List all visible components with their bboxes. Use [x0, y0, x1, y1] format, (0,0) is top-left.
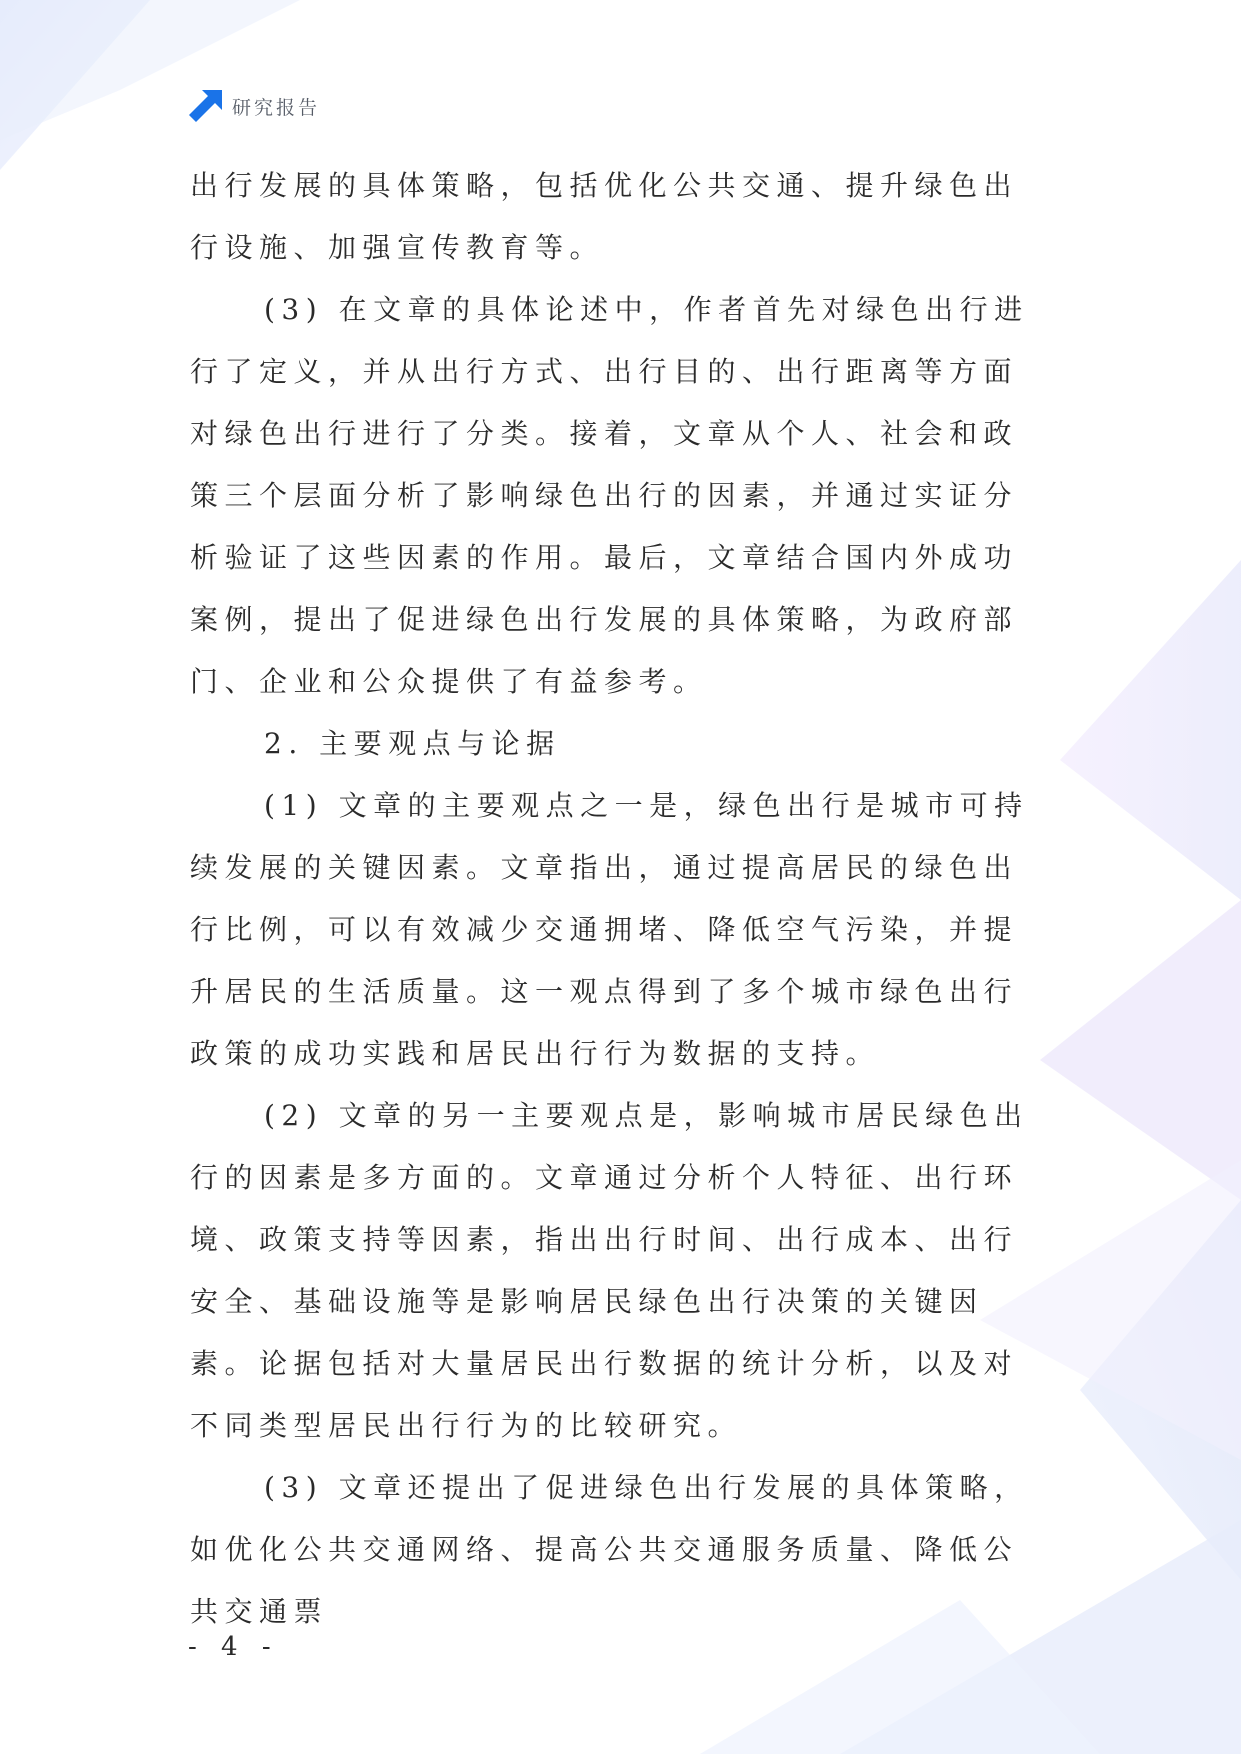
header-title: 研究报告: [232, 96, 321, 119]
page-header: [188, 90, 320, 122]
paragraph-continuation: 出行发展的具体策略，包括优化公共交通、提升绿色出行设施、加强宣传教育等。: [190, 169, 1019, 264]
paragraph-point-3: (3) 文章还提出了促进绿色出行发展的具体策略，如优化公共交通网络、提高公共交通服务质量、降低公共交通票: [190, 1471, 1029, 1628]
paragraph-point-1: (1) 文章的主要观点之一是，绿色出行是城市可持续发展的关键因素。文章指出，通过提高居民的绿色出行比例，可以有效减少交通拥堵、降低空气污染，并提升居民的生活质量。这一观点得到了多个城市绿色出行政策的成功实践和居民出行行为数据的支持。: [190, 789, 1029, 1070]
section-heading: 2. 主要观点与论据: [264, 727, 561, 760]
arrow-up-right-icon: [188, 90, 222, 122]
paragraph-point-2: (2) 文章的另一主要观点是，影响城市居民绿色出行的因素是多方面的。文章通过分析个人特征、出行环境、政策支持等因素，指出出行时间、出行成本、出行安全、基础设施等是影响居民绿色出行决策的关键因素。论据包括对大量居民出行数据的统计分析，以及对不同类型居民出行行为的比较研究。: [190, 1099, 1029, 1442]
page-number: - 4 -: [188, 1632, 279, 1662]
paragraph-point-3-overview: (3) 在文章的具体论述中，作者首先对绿色出行进行了定义，并从出行方式、出行目的、出行距离等方面对绿色出行进行了分类。接着，文章从个人、社会和政策三个层面分析了影响绿色出行的因素，并通过实证分析验证了这些因素的作用。最后，文章结合国内外成功案例，提出了促进绿色出行发展的具体策略，为政府部门、企业和公众提供了有益参考。: [190, 293, 1029, 698]
document-body: [190, 155, 1052, 1643]
